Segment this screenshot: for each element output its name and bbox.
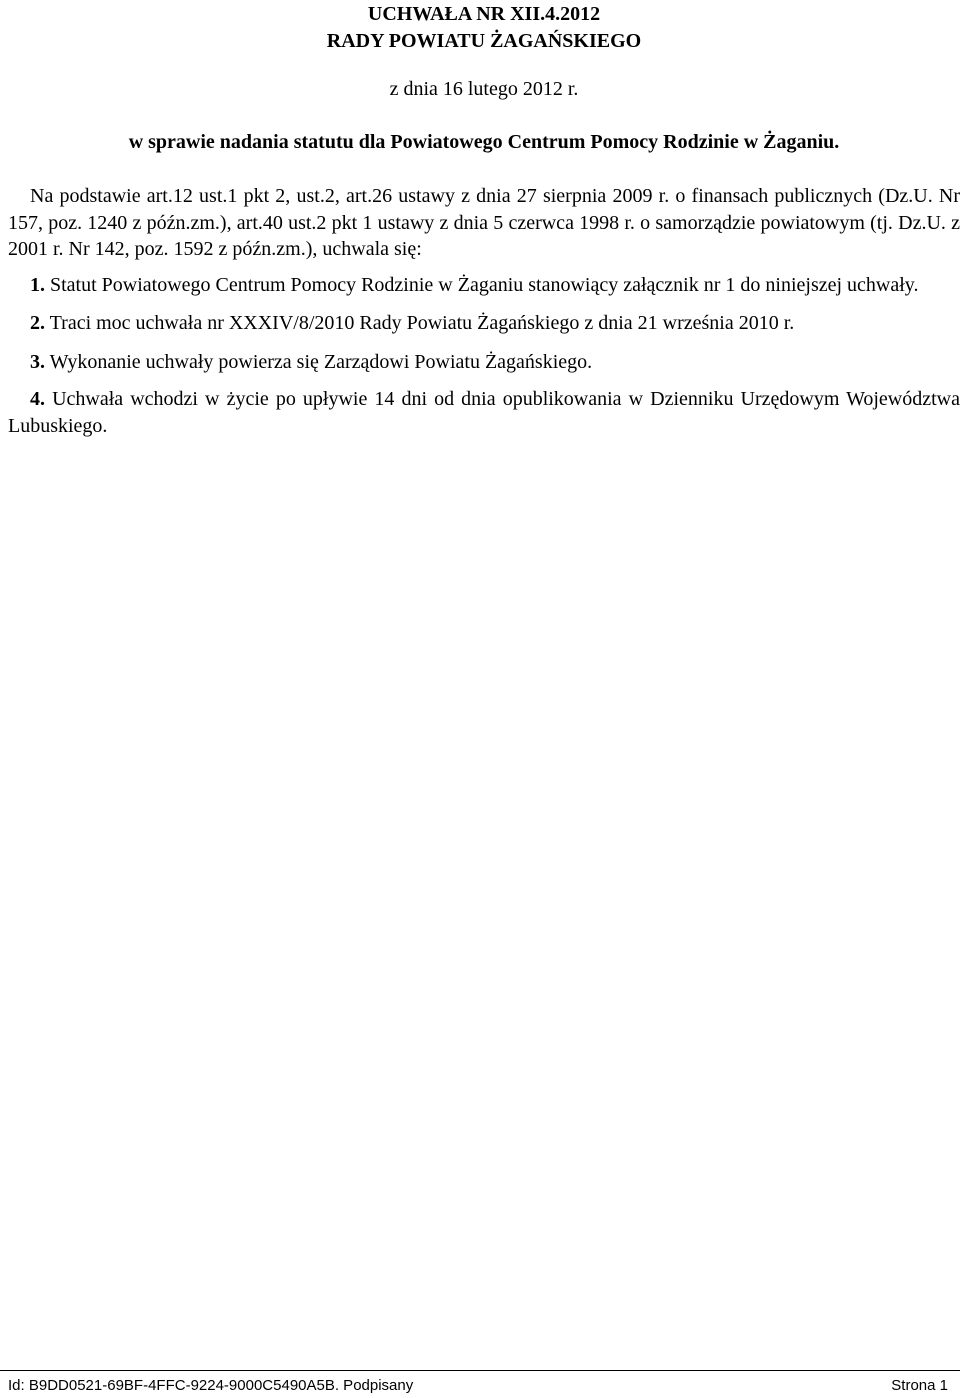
document-page <box>8 0 960 1397</box>
paragraph-text: Statut Powiatowego Centrum Pomocy Rodzinie w Żaganiu stanowiący załącznik nr 1 do niniejszej uchwały. <box>50 273 919 296</box>
resolution-header <box>8 0 960 55</box>
paragraph-3 <box>8 349 960 376</box>
document-id: Id: B9DD0521-69BF-4FFC-9224-9000C5490A5B. Podpisany <box>8 1377 414 1394</box>
paragraph-2 <box>8 310 960 337</box>
paragraph-number: 3. <box>30 350 45 373</box>
resolution-subject: w sprawie nadania statutu dla Powiatowego Centrum Pomocy Rodzinie w Żaganiu. <box>128 131 840 153</box>
paragraph-number: 4. <box>30 388 45 410</box>
paragraph-number: 1. <box>30 273 45 296</box>
page-number: Strona 1 <box>891 1377 948 1394</box>
paragraph-number: 2. <box>30 312 45 334</box>
paragraph-text: Traci moc uchwała nr XXXIV/8/2010 Rady Powiatu Żagańskiego z dnia 21 września 2010 r. <box>49 312 795 334</box>
resolution-council: RADY POWIATU ŻAGAŃSKIEGO <box>326 30 642 52</box>
paragraph-text: Uchwała wchodzi w życie po upływie 14 dni od dnia opublikowania w Dzienniku Urzędowym Województwa Lubuskiego. <box>8 388 960 437</box>
paragraph-text: Wykonanie uchwały powierza się Zarządowi Powiatu Żagańskiego. <box>49 350 593 373</box>
page-footer <box>0 1370 960 1398</box>
resolution-date: z dnia 16 lutego 2012 r. <box>389 78 579 100</box>
resolution-title: UCHWAŁA NR XII.4.2012 <box>367 3 601 25</box>
paragraph-1 <box>8 272 960 299</box>
paragraph-4 <box>8 386 960 439</box>
legal-basis-preamble: Na podstawie art.12 ust.1 pkt 2, ust.2, art.26 ustawy z dnia 27 sierpnia 2009 r. o finansach publicznych (Dz.U. Nr 157, poz. 1240 z późn.zm.), art.40 ust.2 pkt 1 ustawy z dnia 5 czerwca 1998 r. o samorządzie powiatowym (tj. Dz.U. z 2001 r. Nr 142, poz. 1592 z późn.zm.), uchwala się: <box>8 185 960 260</box>
